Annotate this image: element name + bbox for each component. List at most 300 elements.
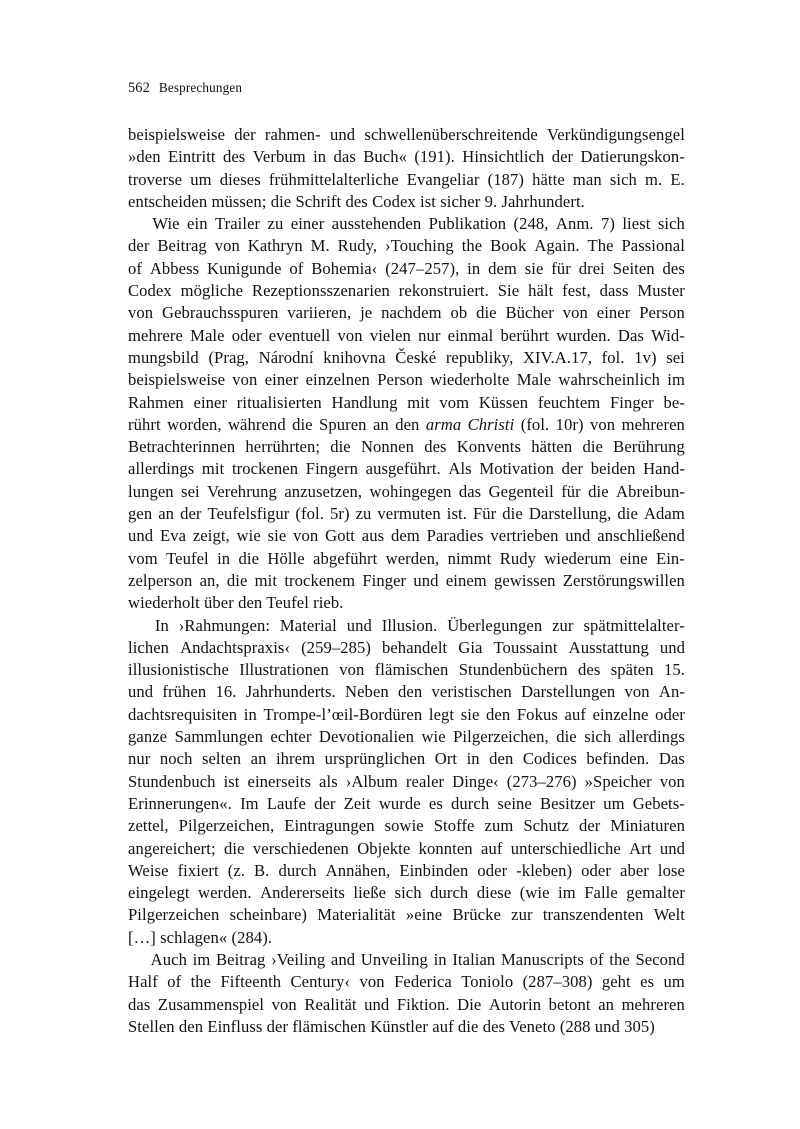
word: Fifteenth (220, 972, 282, 992)
word: Codex (372, 191, 416, 211)
word: rieb. (313, 593, 344, 613)
text-line (128, 815, 685, 837)
word: beiden (590, 459, 636, 479)
word: je (360, 303, 373, 323)
word: Material (279, 615, 337, 635)
text-line (128, 503, 685, 525)
word: und (565, 526, 591, 546)
text-line (128, 882, 685, 904)
word: sei (181, 481, 200, 501)
word: gemalter (626, 883, 685, 903)
word: für (551, 258, 571, 278)
word: Pilgerzeichen, (178, 816, 275, 836)
word: Zusammenspiel (157, 994, 265, 1014)
word: für (561, 481, 581, 501)
word: verschiedenen (252, 838, 349, 858)
word: herrührten; (245, 437, 321, 457)
word: ihrem (275, 749, 316, 769)
word: schwellenüberschreitende (364, 125, 538, 144)
word: Im (240, 793, 259, 813)
word: einer (264, 370, 299, 390)
word: Hinsichtlich (462, 147, 545, 167)
word: Trompe-l’œil-Bordüren (263, 704, 423, 724)
word: »den (128, 147, 161, 167)
word: mit (254, 570, 278, 590)
text-line (128, 860, 685, 882)
word: troverse (128, 169, 183, 189)
word: Christi (467, 414, 515, 434)
paragraph-indent (128, 949, 145, 971)
word: Gia (458, 637, 483, 657)
word: of (589, 949, 604, 969)
word: »eine (405, 905, 443, 925)
word: realer (405, 771, 445, 791)
text-line (128, 369, 685, 391)
word: den (395, 414, 420, 434)
word: M. (310, 236, 330, 256)
word: lose (657, 860, 685, 880)
word: Verehrung (207, 481, 277, 501)
word: von (337, 325, 363, 345)
word: Schutz (523, 816, 569, 836)
word: lichen (128, 637, 170, 657)
word: Rahmen (128, 392, 184, 412)
word: von (624, 682, 650, 702)
word: und (330, 125, 356, 144)
word: beispielsweise (128, 125, 226, 144)
text-line (128, 793, 685, 815)
word: 9. (484, 191, 498, 211)
word: wie (421, 727, 446, 747)
word: aber (620, 860, 649, 880)
word: sich (657, 214, 685, 234)
word: sei (666, 347, 685, 367)
word: wohingegen (369, 481, 452, 501)
word: in (313, 147, 327, 167)
word: befinden. (586, 749, 650, 769)
word: noch (159, 749, 193, 769)
word: flämischen (292, 1016, 366, 1036)
text-line (128, 548, 685, 570)
word: angereichert; (128, 838, 216, 858)
word: Unveiling (360, 949, 428, 969)
word: (248, (513, 214, 549, 234)
word: ritualisierten (236, 392, 322, 412)
word: Verkündigungsengel (547, 125, 685, 144)
word: Falle (584, 883, 618, 903)
word: von (214, 236, 240, 256)
word: Darstellung, (528, 504, 612, 524)
word: Teufel (166, 548, 209, 568)
word: um (190, 169, 212, 189)
text-line (128, 971, 685, 993)
word: des (482, 1016, 506, 1036)
word: »Speicher (584, 771, 652, 791)
word: (187) (487, 169, 524, 189)
running-head (128, 80, 685, 96)
word: zeigt, (192, 526, 230, 546)
word: unterschiedliche (510, 838, 621, 858)
word: gen (128, 504, 153, 524)
word: das (458, 481, 482, 501)
word: die (556, 727, 577, 747)
word: Codex (128, 281, 172, 301)
word: Finger (609, 392, 654, 412)
word: des (424, 437, 447, 457)
word: Toniolo (461, 972, 514, 992)
word: Autorin (488, 994, 542, 1014)
text-line (128, 146, 685, 168)
word: späten (610, 660, 654, 680)
word: auf (481, 838, 503, 858)
word: um (603, 793, 625, 813)
word: die (330, 437, 351, 457)
word: Ein- (656, 548, 685, 568)
word: mögliche (180, 281, 244, 301)
text-line (128, 927, 685, 949)
word: -kleben) (516, 860, 573, 880)
word: Stellen (128, 1016, 175, 1036)
word: worden, (167, 414, 222, 434)
word: einer (596, 303, 631, 323)
word: Wid- (651, 325, 685, 345)
word: Eintragungen (284, 816, 375, 836)
word: Berührung (613, 437, 685, 457)
word: Ausstattung (568, 637, 649, 657)
word: an (250, 749, 267, 769)
word: E. (670, 169, 685, 189)
word: Abbess (149, 258, 200, 278)
word: of (167, 972, 182, 992)
word: and (330, 949, 356, 969)
word: sowie (384, 816, 424, 836)
word: be- (663, 392, 685, 412)
word: und (364, 994, 390, 1014)
text-line (128, 637, 685, 659)
word: eventuell (268, 325, 331, 345)
word: vermuten (377, 504, 441, 524)
word: Stundenbüchern (458, 660, 568, 680)
word: Národní (258, 347, 314, 367)
text-line (128, 124, 685, 146)
word: (259–285) (301, 637, 371, 657)
word: Motivation (479, 459, 554, 479)
word: hätte (532, 169, 565, 189)
word: zu (355, 504, 372, 524)
word: Passional (621, 236, 685, 256)
word: Rezeptionsszenarien (251, 281, 390, 301)
word: und (659, 838, 685, 858)
word: fixiert (177, 860, 219, 880)
word: der (314, 793, 336, 813)
word: allerdings (618, 727, 685, 747)
word: transzendenten (542, 905, 644, 925)
word: von (339, 660, 365, 680)
word: 10r) (555, 414, 584, 434)
word: von (590, 414, 616, 434)
word: Kathryn (247, 236, 303, 256)
word: Künstler (370, 1016, 429, 1036)
word: der (578, 816, 601, 836)
word: Illusion. (381, 615, 438, 635)
word: Dinge‹ (452, 771, 499, 791)
word: die (582, 437, 603, 457)
word: Manuscripts (500, 949, 584, 969)
word: ausstehenden (331, 214, 422, 234)
word: arma (425, 414, 462, 434)
word: (fol. (295, 504, 324, 524)
word: ›Album (345, 771, 398, 791)
word: (191). (414, 147, 455, 167)
word: der (551, 147, 574, 167)
word: im (192, 949, 211, 969)
word: Paradies (426, 526, 484, 546)
word: Annähen, (325, 860, 391, 880)
word: hält (528, 281, 554, 301)
word: Realität (304, 994, 357, 1014)
word: die (588, 481, 609, 501)
text-line (128, 235, 685, 257)
word: und (128, 526, 154, 546)
word: einzelne (592, 704, 649, 724)
word: variieren, (287, 303, 352, 323)
word: rührt (128, 414, 161, 434)
text-line (128, 325, 685, 347)
word: eine (619, 548, 648, 568)
word: geht (601, 972, 631, 992)
word: Trailer (214, 214, 261, 234)
word: (284). (231, 927, 273, 947)
word: ist (420, 191, 436, 211)
word: hätten (531, 437, 573, 457)
word: In (154, 615, 169, 635)
word: dass (599, 281, 629, 301)
word: republiky, (445, 347, 514, 367)
word: die (292, 414, 313, 434)
word: Weise (128, 860, 169, 880)
word: wiederholt (128, 593, 200, 613)
word: Neben (345, 682, 389, 702)
word: das (333, 147, 356, 167)
word: The (587, 236, 614, 256)
word: aus (361, 526, 385, 546)
word: wurden. (556, 325, 611, 345)
word: wiederum (544, 548, 612, 568)
word: the (461, 236, 483, 256)
word: of (289, 258, 304, 278)
word: frühen (162, 682, 207, 702)
word: Veneto (509, 1016, 556, 1036)
word: vom (439, 392, 470, 412)
word: oder (477, 860, 508, 880)
word: Codices (522, 749, 577, 769)
word: auf (564, 704, 586, 724)
word: Toussaint (493, 637, 558, 657)
word: ursprünglichen (324, 749, 426, 769)
word: beispielsweise (128, 370, 226, 390)
word: wie (236, 526, 261, 546)
word: lungen (128, 481, 174, 501)
word: des (578, 660, 601, 680)
word: nimmt (447, 548, 492, 568)
word: ganze (128, 727, 168, 747)
running-head-title: Besprechungen (158, 80, 243, 95)
word: Person (639, 303, 685, 323)
word: von (359, 972, 385, 992)
word: einem (445, 570, 487, 590)
word: die (226, 570, 248, 590)
word: die (617, 504, 638, 524)
word: sich (584, 727, 612, 747)
word: von (128, 303, 154, 323)
text-line (128, 458, 685, 480)
word: Pilgerzeichen (128, 905, 220, 925)
word: feuchtem (537, 392, 601, 412)
word: Anm. (555, 214, 594, 234)
word: Zerstörungswillen (562, 570, 685, 590)
word: betont (548, 994, 591, 1014)
body-text-block (128, 124, 685, 1038)
word: veristischen (431, 682, 512, 702)
word: Finger (362, 570, 407, 590)
word: ›Touching (385, 236, 454, 256)
word: einer (290, 214, 325, 234)
word: schlagen« (160, 927, 228, 947)
text-line (128, 704, 685, 726)
word: oder (581, 860, 611, 880)
word: XIV.A.17, (522, 347, 593, 367)
word: Gott (325, 526, 355, 546)
word: den (489, 749, 514, 769)
word: wahrscheinlich (558, 370, 661, 390)
word: seine (497, 793, 532, 813)
text-line (128, 592, 685, 614)
word: Auch (150, 949, 187, 969)
word: Beitrag (157, 236, 207, 256)
word: Abreibun- (616, 481, 685, 501)
word: trockenem (284, 570, 356, 590)
text-line (128, 258, 685, 280)
word: Das (658, 749, 685, 769)
word: 305) (624, 1016, 655, 1036)
word: vom (128, 548, 158, 568)
word: dieses (219, 169, 261, 189)
word: Second (635, 949, 685, 969)
word: des (222, 147, 246, 167)
word: im (667, 370, 685, 390)
word: Fokus (516, 704, 558, 724)
word: gewissen (494, 570, 556, 590)
word: mit (201, 459, 225, 479)
word: Spuren (319, 414, 367, 434)
word: einer (193, 392, 228, 412)
word: ›Rahmungen: (178, 615, 271, 635)
word: Materialität (317, 905, 396, 925)
word: Bücher (505, 303, 554, 323)
word: Betrachterinnen (128, 437, 236, 457)
word: Beitrag (215, 949, 266, 969)
text-line (128, 436, 685, 458)
word: illusionistische (128, 660, 229, 680)
word: allerdings (128, 459, 195, 479)
word: Italian (452, 949, 496, 969)
text-line (128, 169, 685, 191)
word: Wie (152, 214, 180, 234)
word: Darstellungen (521, 682, 616, 702)
word: Konvents (456, 437, 522, 457)
word: České (395, 347, 437, 367)
word: oder (231, 325, 262, 345)
text-line (128, 838, 685, 860)
word: sicher (440, 191, 481, 211)
text-line (128, 748, 685, 770)
word: Überlegungen (447, 615, 543, 635)
word: 16. (215, 682, 237, 702)
word: dem (488, 258, 517, 278)
word: nachdem (381, 303, 442, 323)
word: und (594, 1016, 620, 1036)
word: Hand- (643, 459, 685, 479)
word: spätmittelalter- (583, 615, 685, 635)
word: Fiktion. (396, 994, 450, 1014)
word: entscheiden (128, 191, 208, 211)
word: der (180, 504, 202, 524)
word: sich (394, 883, 422, 903)
word: zur (552, 615, 574, 635)
word: Rudy (499, 548, 536, 568)
word: Teufelsfigur (207, 504, 290, 524)
word: Kunigunde (207, 258, 282, 278)
word: Miniaturen (610, 816, 685, 836)
word: Art (629, 838, 652, 858)
word: mungsbild (128, 347, 199, 367)
word: von (271, 994, 297, 1014)
word: Evangeliar (406, 169, 480, 189)
word: fest, (562, 281, 591, 301)
word: während (227, 414, 286, 434)
word: anzusetzen, (284, 481, 363, 501)
word: (288 (559, 1016, 591, 1036)
word: anschließend (597, 526, 685, 546)
word: knihovna (323, 347, 386, 367)
word: (247–257), (385, 258, 460, 278)
word: einzelnen (305, 370, 370, 390)
word: und (413, 570, 439, 590)
text-line (128, 280, 685, 302)
word: Hölle (267, 548, 305, 568)
word: Das (617, 325, 644, 345)
word: Again. (534, 236, 580, 256)
text-line (128, 659, 685, 681)
word: (287–308) (522, 972, 593, 992)
word: Rudy, (337, 236, 378, 256)
text-line (128, 615, 685, 637)
word: Publikation (428, 214, 507, 234)
word: 7) (600, 214, 615, 234)
word: scheinbare) (229, 905, 308, 925)
word: Andachtspraxis‹ (180, 637, 291, 657)
word: der (234, 125, 256, 144)
word: über (204, 593, 234, 613)
word: an (372, 414, 389, 434)
word: Erinnerungen«. (128, 793, 232, 813)
word: fol. (601, 347, 625, 367)
word: Gebets- (632, 793, 685, 813)
paragraph-indent (128, 615, 145, 637)
word: von (659, 771, 685, 791)
word: man (572, 169, 602, 189)
word: drei (578, 258, 605, 278)
